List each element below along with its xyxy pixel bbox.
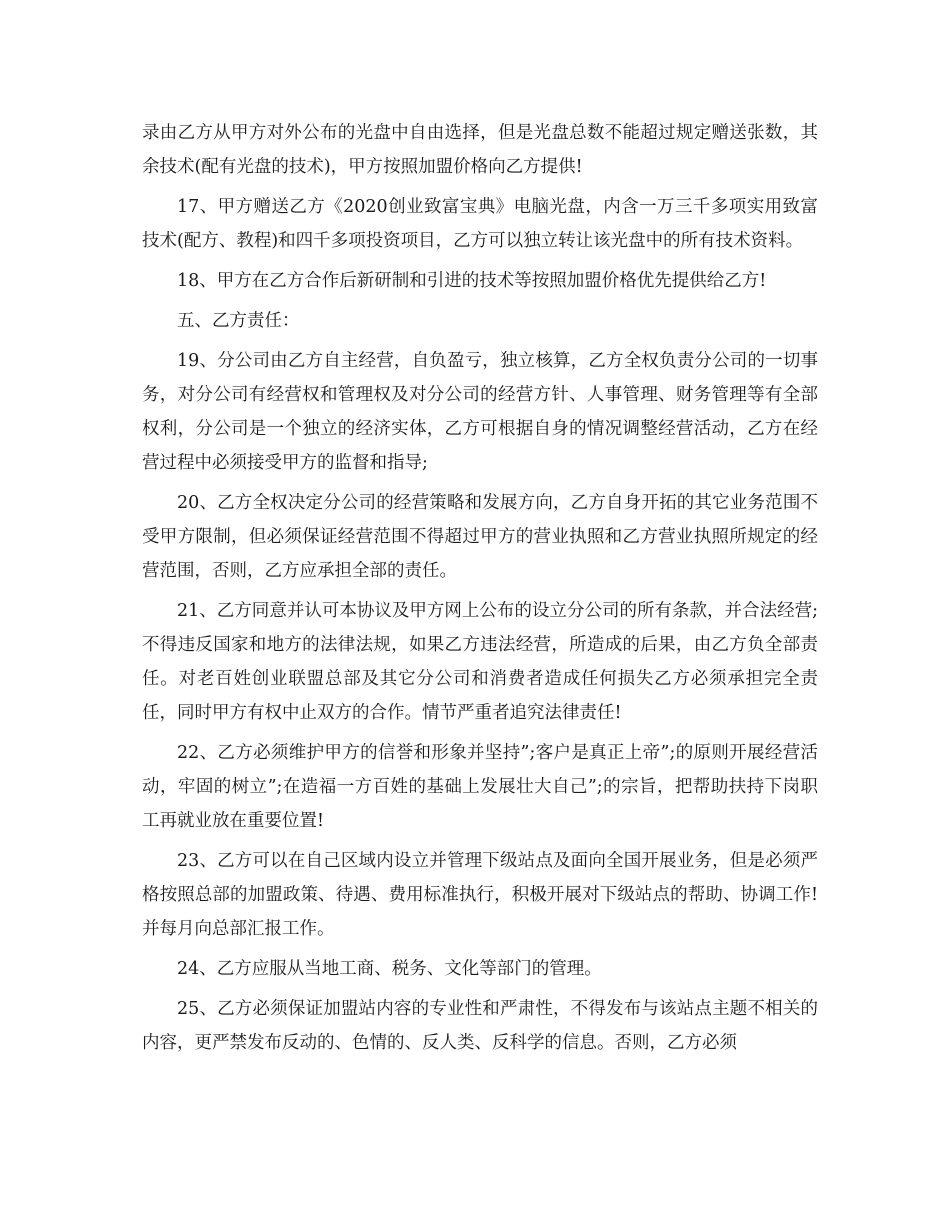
clause-23: 23、乙方可以在自己区域内设立并管理下级站点及面向全国开展业务，但是必须严格按照总部的加盟政策、待遇、费用标准执行，积极开展对下级站点的帮助、协调工作!并每月向总部汇报工作。 [142,851,818,939]
clause-25: 25、乙方必须保证加盟站内容的专业性和严肃性，不得发布与该站点主题不相关的内容，更严禁发布反动的、色情的、反人类、反科学的信息。否则，乙方必须 [142,999,818,1053]
clause-20: 20、乙方全权决定分公司的经营策略和发展方向，乙方自身开拓的其它业务范围不受甲方限制，但必须保证经营范围不得超过甲方的营业执照和乙方营业执照所规定的经营范围，否则，乙方应承担全部的责任。 [142,493,818,581]
clause-19: 19、分公司由乙方自主经营，自负盈亏，独立核算，乙方全权负责分公司的一切事务，对分公司有经营权和管理权及对分公司的经营方针、人事管理、财务管理等有全部权利，分公司是一个独立的经济实体，乙方可根据自身的情况调整经营活动，乙方在经营过程中必须接受甲方的监督和指导; [142,351,818,473]
clause-18: 18、甲方在乙方合作后新研制和引进的技术等按照加盟价格优先提供给乙方! [177,271,767,291]
paragraph-continuation: 录由乙方从甲方对外公布的光盘中自由选择，但是光盘总数不能超过规定赠送张数，其余技术(配有光盘的技术)，甲方按照加盟价格向乙方提供! [142,123,818,177]
clause-22: 22、乙方必须维护甲方的信誉和形象并坚持”;客户是真正上帝”;的原则开展经营活动，牢固的树立”;在造福一方百姓的基础上发展壮大自己”;的宗旨，把帮助扶持下岗职工再就业放在重要位置! [142,743,818,831]
clause-21: 21、乙方同意并认可本协议及甲方网上公布的设立分公司的所有条款，并合法经营;不得违反国家和地方的法律法规，如果乙方违法经营，所造成的后果，由乙方负全部责任。对老百姓创业联盟总部及其它分公司和消费者造成任何损失乙方必须承担完全责任，同时甲方有权中止双方的合作。情节严重者追究法律责任! [142,601,818,723]
clause-17: 17、甲方赠送乙方《2020创业致富宝典》电脑光盘，内含一万三千多项实用致富技术(配方、教程)和四千多项投资项目，乙方可以独立转让该光盘中的所有技术资料。 [142,197,818,251]
document-body [142,116,818,1066]
section-heading-party-b-duties: 五、乙方责任： [177,311,300,331]
clause-24: 24、乙方应服从当地工商、税务、文化等部门的管理。 [177,959,602,979]
